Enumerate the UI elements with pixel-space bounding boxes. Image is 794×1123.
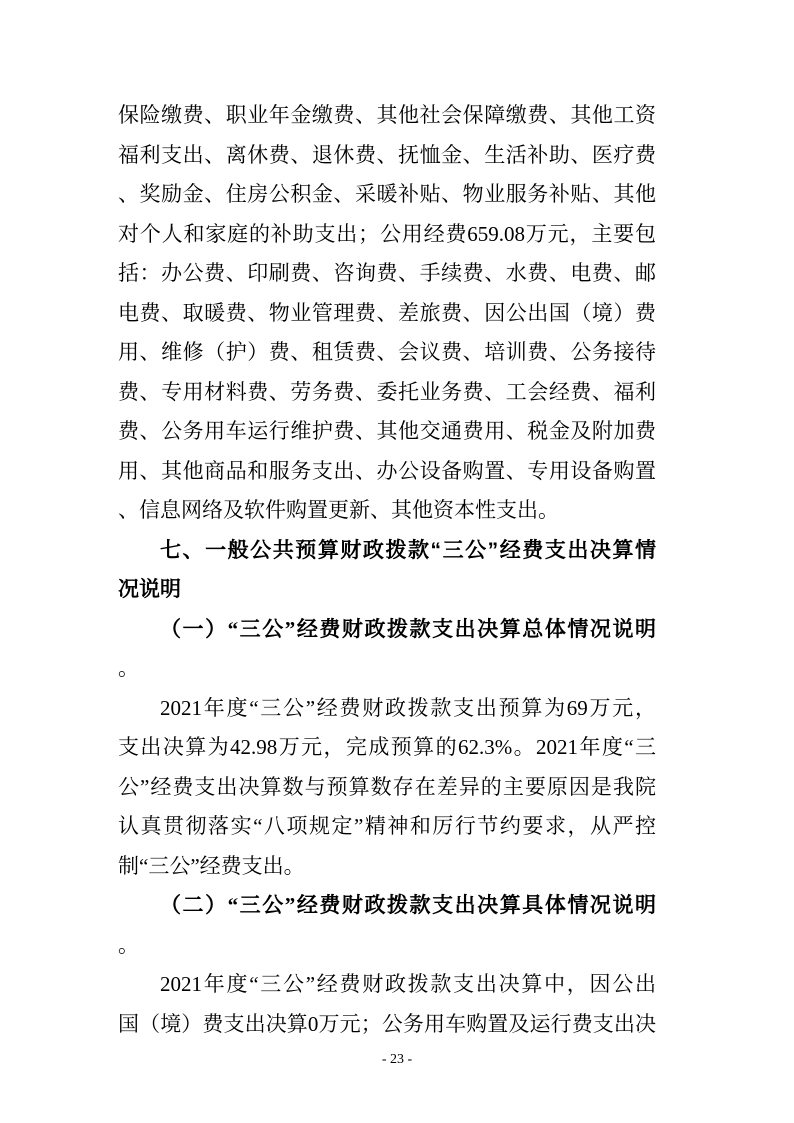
section-heading-line: 况说明	[118, 578, 181, 601]
page-number: - 23 -	[381, 1052, 413, 1067]
body-text-line: 制“三公”经费支出。	[118, 853, 305, 878]
body-text-line: 用、维修（护）费、租赁费、会议费、培训费、公务接待	[118, 340, 656, 364]
body-text-line: 电费、取暖费、物业管理费、差旅费、因公出国（境）费	[118, 300, 656, 325]
body-text-line: 保险缴费、职业年金缴费、其他社会保障缴费、其他工资	[118, 103, 656, 127]
body-text-line: 、奖励金、住房公积金、采暖补贴、物业服务补贴、其他	[118, 182, 656, 206]
body-text-line: 福利支出、离休费、退休费、抚恤金、生活补助、医疗费	[118, 142, 656, 167]
body-text-line: 费、专用材料费、劳务费、委托业务费、工会经费、福利	[118, 379, 656, 404]
body-text-line: 2021年度“三公”经费财政拨款支出预算为69万元，	[160, 695, 656, 720]
body-text-line: 2021年度“三公”经费财政拨款支出决算中，因公出	[160, 972, 656, 996]
subsection-heading-line: （二）“三公”经费财政拨款支出决算具体情况说明	[160, 893, 656, 917]
body-text-line: 用、其他商品和服务支出、办公设备购置、专用设备购置	[118, 458, 656, 483]
body-text-line: 公”经费支出决算数与预算数存在差异的主要原因是我院	[118, 774, 656, 799]
text-block	[118, 96, 656, 1044]
body-text-line: 支出决算为42.98万元，完成预算的62.3%。2021年度“三	[118, 735, 656, 759]
body-text-line: 费、公务用车运行维护费、其他交通费用、税金及附加费	[118, 419, 656, 443]
body-text-line: 认真贯彻落实“八项规定”精神和厉行节约要求，从严控	[118, 814, 656, 838]
body-text-line: 对个人和家庭的补助支出；公用经费659.08万元，主要包	[118, 221, 656, 246]
body-text-line: 、信息网络及软件购置更新、其他资本性支出。	[118, 498, 559, 522]
section-heading-line: 七、一般公共预算财政拨款“三公”经费支出决算情	[160, 538, 656, 562]
subsection-heading-line: （一）“三公”经费财政拨款支出决算总体情况说明	[160, 616, 656, 641]
body-text-line: 。	[118, 932, 139, 957]
body-text-line: 括：办公费、印刷费、咨询费、手续费、水费、电费、邮	[118, 261, 656, 285]
body-text-line: 国（境）费支出决算0万元；公务用车购置及运行费支出决	[118, 1011, 656, 1036]
body-text-line: 。	[118, 656, 139, 680]
